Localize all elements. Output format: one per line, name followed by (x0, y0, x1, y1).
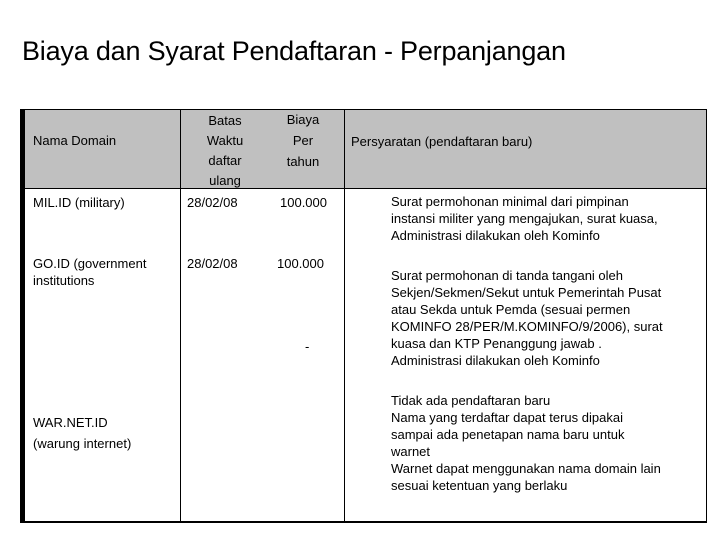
row1-domain: MIL.ID (military) (33, 195, 125, 210)
row2-requirements: Surat permohonan di tanda tangani oleh Sekjen/Sekmen/Sekut untuk Pemerintah Pusat atau Sekda untuk Pemda (sesuai permen KOMINFO 28/PER/M.KOMINFO/9/2006), surat kuasa dan KTP Penanggung jawab . Administrasi dilakukan oleh Kominfo (391, 268, 663, 368)
registration-table (24, 109, 707, 523)
header-cost: Biaya Per tahun (286, 112, 320, 169)
row2-deadline: 28/02/08 (187, 256, 238, 271)
header-domain: Nama Domain (33, 133, 117, 148)
column-divider (344, 109, 345, 522)
row1-deadline: 28/02/08 (187, 195, 238, 210)
row2-cost: 100.000 (277, 256, 324, 271)
page-title: Biaya dan Syarat Pendaftaran - Perpanjangan (22, 36, 566, 66)
row3-requirements: Tidak ada pendaftaran baru Nama yang terdaftar dapat terus dipakai sampai ada penetapan nama baru untuk warnet Warnet dapat menggunakan nama domain lain sesuai ketentuan yang berlaku (391, 393, 661, 493)
row1-requirements: Surat permohonan minimal dari pimpinan instansi militer yang mengajukan, surat kuasa, Administrasi dilakukan oleh Kominfo (391, 194, 658, 243)
column-divider (180, 109, 181, 522)
table-top-border (25, 109, 707, 110)
row2-domain: GO.ID (government institutions (33, 256, 147, 288)
header-divider (25, 188, 707, 189)
row3-domain: WAR.NET.ID (warung internet) (33, 415, 132, 451)
header-deadline: Batas Waktu daftar ulang (206, 113, 244, 188)
header-requirements: Persyaratan (pendaftaran baru) (351, 134, 533, 149)
row1-cost: 100.000 (280, 195, 327, 210)
row2-cost-dash: - (305, 339, 310, 354)
